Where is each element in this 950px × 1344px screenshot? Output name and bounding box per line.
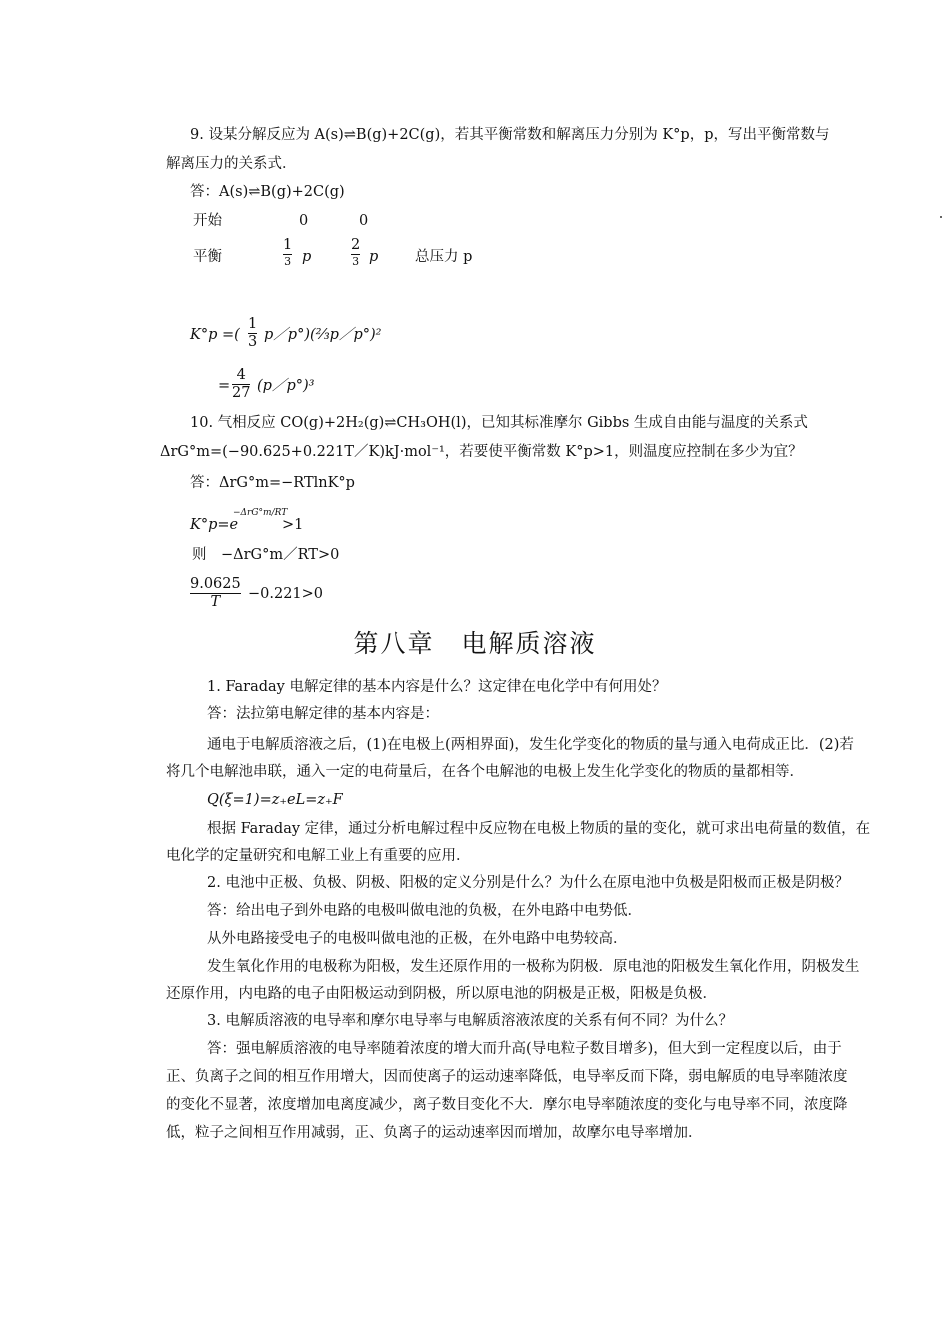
q9-kp2-num: 4: [236, 367, 246, 383]
q9-start-c: 0: [359, 213, 369, 229]
q9-kp2-den: 27: [232, 384, 251, 401]
q9-total-pressure: 总压力 p: [415, 249, 473, 265]
q9-line2: 解离压力的关系式．: [166, 156, 297, 172]
c8-q1-para1b: 将几个电解池串联，通入一定的电荷量后，在各个电解池的电极上发生化学变化的物质的量都相等．: [166, 764, 804, 780]
q10-frac-num: 9.0625: [190, 576, 241, 592]
q9-start-b: 0: [299, 213, 309, 229]
c8-q3-question: 3. 电解质溶液的电导率和摩尔电导率与电解质溶液浓度的关系有何不同？为什么？: [207, 1013, 733, 1029]
c8-q3-answer3: 的变化不显著，浓度增加电离度减少，离子数目变化不大．摩尔电导率随浓度的变化与电导率不同，浓度降: [166, 1097, 848, 1113]
c8-q3-answer4: 低，粒子之间相互作用减弱，正、负离子的运动速率因而增加，故摩尔电导率增加．: [166, 1125, 703, 1141]
q9-kp-lhs: K°p =(: [190, 327, 240, 343]
q9-eq-c-den: 3: [352, 254, 360, 268]
q9-eq-b-fraction: [283, 238, 292, 267]
q9-kp2-fraction: [232, 368, 250, 400]
c8-q2-answer3a: 发生氧化作用的电极称为阳极，发生还原作用的一极称为阴极．原电池的阳极发生氧化作用，阴极发生: [207, 959, 860, 975]
c8-q2-answer1: 答：给出电子到外电路的电极叫做电池的负极，在外电路中电势低．: [207, 903, 642, 919]
q10-kp-gt: >1: [282, 517, 304, 533]
q9-eq-label: 平衡: [193, 249, 222, 265]
q9-eq-c-num: 2: [351, 237, 361, 253]
q10-kp-exponent: −ΔrG°m/RT: [233, 508, 288, 518]
q10-fraction: [190, 577, 241, 609]
scan-speck: [940, 216, 942, 218]
q10-answer: 答：ΔrG°m=−RTlnK°p: [190, 475, 355, 491]
q9-start-label: 开始: [193, 213, 222, 229]
chapter-title: 第八章 电解质溶液: [353, 629, 597, 658]
q9-kp-rest: p／p°)(⅔p／p°)²: [264, 327, 382, 343]
c8-q2-answer2: 从外电路接受电子的电极叫做电池的正极，在外电路中电势较高．: [207, 931, 628, 947]
q9-eq-c-p: p: [369, 249, 379, 265]
q10-line2: ΔrG°m=(−90.625+0.221T／K)kJ·mol⁻¹，若要使平衡常数 K°p>1，则温度应控制在多少为宜？: [160, 444, 803, 460]
q9-answer-label: 答：A(s)⇌B(g)+2C(g): [190, 184, 345, 200]
c8-q1-para2b: 电化学的定量研究和电解工业上有重要的应用．: [166, 848, 471, 864]
c8-q1-para2a: 根据 Faraday 定律，通过分析电解过程中反应物在电极上物质的量的变化，就可求出电荷量的数值，在: [207, 821, 871, 837]
q10-then: 则 −ΔrG°m／RT>0: [192, 547, 340, 563]
q9-line1: 9. 设某分解反应为 A(s)⇌B(g)+2C(g)，若其平衡常数和解离压力分别为 K°p，p，写出平衡常数与: [190, 127, 830, 143]
q9-kp-fraction: [248, 317, 257, 349]
q9-kp-frac-den: 3: [248, 333, 258, 350]
c8-q2-question: 2. 电池中正极、负极、阴极、阳极的定义分别是什么？为什么在原电池中负极是阳极而正极是阴极？: [207, 875, 849, 891]
q10-frac-rest: −0.221>0: [248, 586, 324, 602]
c8-q3-answer2: 正、负离子之间的相互作用增大，因而使离子的运动速率降低，电导率反而下降，弱电解质的电导率随浓度: [166, 1069, 848, 1085]
q9-eq-b-p: p: [302, 249, 312, 265]
c8-q1-formula: Q(ξ=1)=z₊eL=z₊F: [207, 792, 343, 808]
c8-q1-para1a: 通电于电解质溶液之后，(1)在电极上(两相界面)，发生化学变化的物质的量与通入电荷成正比．(2)若: [207, 737, 854, 753]
q9-kp-frac-num: 1: [248, 316, 258, 332]
q9-eq-b-num: 1: [283, 237, 293, 253]
q9-eq-c-fraction: [351, 238, 360, 267]
c8-q1-answer-intro: 答：法拉第电解定律的基本内容是：: [207, 706, 439, 722]
q10-line1: 10. 气相反应 CO(g)+2H₂(g)⇌CH₃OH(l)，已知其标准摩尔 Gibbs 生成自由能与温度的关系式: [190, 415, 808, 431]
c8-q1-question: 1. Faraday 电解定律的基本内容是什么？这定律在电化学中有何用处？: [207, 679, 667, 695]
q10-frac-den: T: [210, 593, 221, 610]
c8-q3-answer1: 答：强电解质溶液的电导率随着浓度的增大而升高(导电粒子数目增多)，但大到一定程度以后，由于: [207, 1041, 842, 1057]
q10-kp-eq: K°p=e: [190, 517, 239, 533]
c8-q2-answer3b: 还原作用，内电路的电子由阳极运动到阴极，所以原电池的阴极是正极，阳极是负极．: [166, 986, 717, 1002]
q9-eq-b-den: 3: [284, 254, 292, 268]
q9-kp2-lhs: =: [218, 378, 231, 394]
q9-kp2-rest: (p／p°)³: [257, 378, 315, 394]
